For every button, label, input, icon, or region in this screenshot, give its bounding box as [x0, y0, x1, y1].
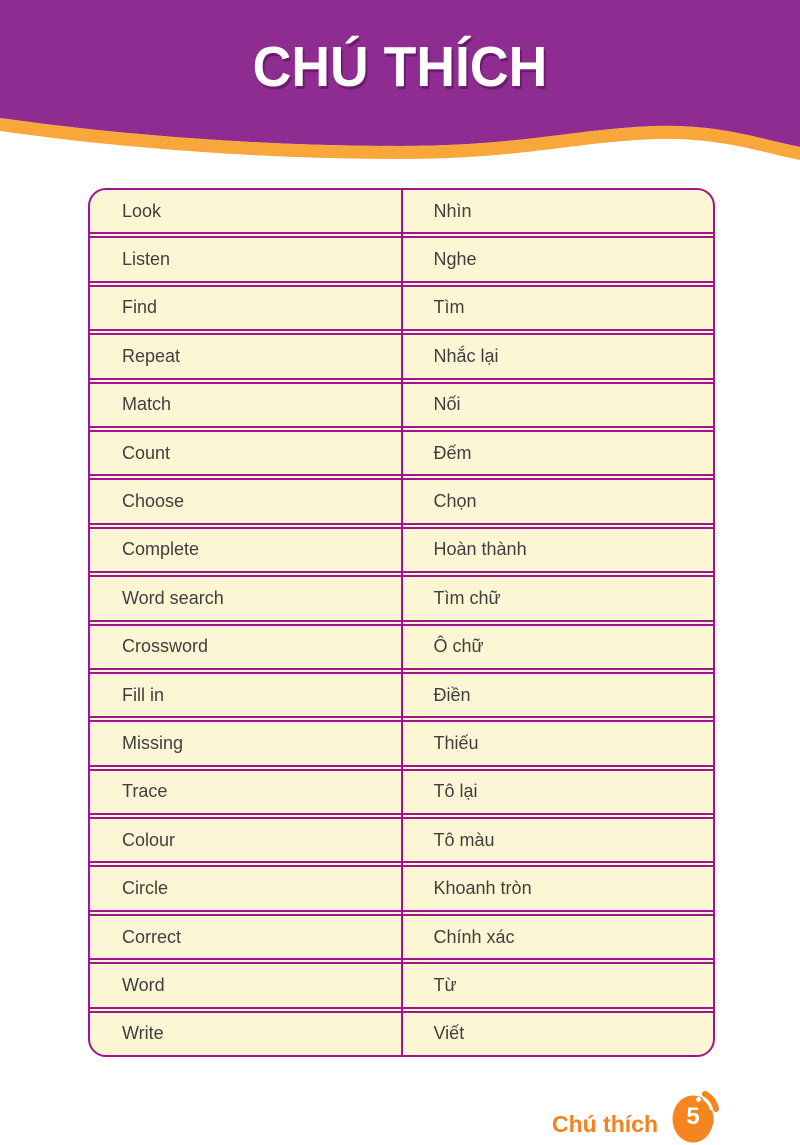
vietnamese-term: Điền	[433, 684, 471, 705]
vietnamese-term: Ô chữ	[433, 636, 484, 657]
english-term: Missing	[122, 732, 184, 753]
english-term: Word	[122, 974, 165, 995]
vietnamese-term: Nối	[433, 394, 461, 415]
vietnamese-term: Hoàn thành	[433, 539, 527, 560]
column-divider	[401, 190, 403, 1055]
vietnamese-term: Tô màu	[433, 829, 495, 850]
page-number-badge	[672, 1090, 720, 1144]
vietnamese-term: Từ	[433, 974, 457, 995]
english-term: Crossword	[122, 636, 209, 657]
vietnamese-term: Viết	[433, 1023, 465, 1044]
english-term: Write	[122, 1023, 164, 1044]
vietnamese-term: Nhìn	[433, 200, 472, 221]
vietnamese-term: Đếm	[433, 442, 472, 463]
english-term: Count	[122, 442, 171, 463]
english-term: Listen	[122, 249, 171, 270]
english-term: Trace	[122, 781, 168, 802]
english-term: Colour	[122, 829, 176, 850]
page-title: CHÚ THÍCH	[252, 35, 548, 99]
footer-section-label: Chú thích	[551, 1110, 658, 1137]
english-term: Look	[122, 200, 162, 221]
vietnamese-term: Tìm	[433, 297, 465, 318]
vietnamese-term: Nhắc lại	[433, 345, 499, 366]
english-term: Correct	[122, 926, 182, 947]
english-term: Find	[122, 297, 158, 318]
vietnamese-term: Chính xác	[433, 926, 515, 947]
vietnamese-term: Tô lại	[433, 781, 478, 802]
english-term: Word search	[122, 587, 224, 608]
vietnamese-term: Khoanh tròn	[433, 878, 532, 899]
english-term: Match	[122, 394, 172, 415]
english-term: Repeat	[122, 345, 181, 366]
vietnamese-term: Nghe	[433, 249, 477, 270]
page-number: 5	[686, 1103, 700, 1130]
english-term: Complete	[122, 539, 200, 560]
vietnamese-term: Tìm chữ	[433, 587, 501, 608]
english-term: Choose	[122, 491, 185, 512]
english-term: Circle	[122, 878, 169, 899]
vietnamese-term: Chọn	[433, 491, 477, 512]
glossary-table	[88, 188, 715, 1057]
english-term: Fill in	[122, 684, 165, 705]
header-banner	[0, 0, 800, 170]
footer	[552, 1090, 720, 1144]
vietnamese-term: Thiếu	[433, 732, 479, 753]
